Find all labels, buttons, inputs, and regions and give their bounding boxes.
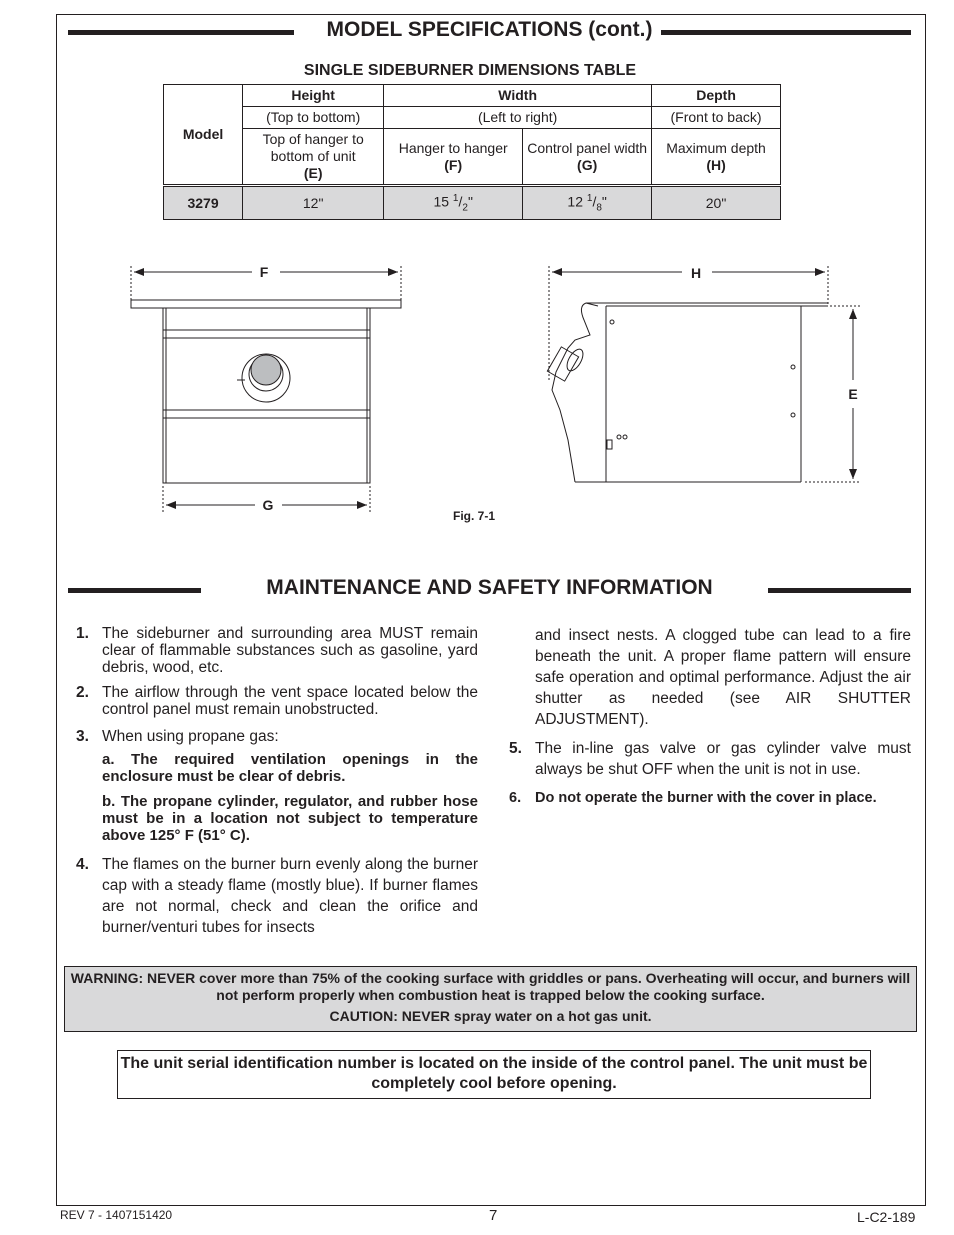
warning-text: WARNING: NEVER cover more than 75% of the cooking surface with griddles or pans. Overheating will occur, and burners will not perform properly when combustion heat is trapped below the cooking surface.: [70, 970, 911, 1003]
col-h-header: Maximum depth (H): [652, 129, 781, 186]
depth-subheader: (Front to back): [652, 107, 781, 129]
list-item-continued: and insect nests. A clogged tube can lead to a fire beneath the unit. A proper flame pattern will ensure safe operation and optimal performance. Adjust the air shutter as needed (see AIR SHUTTER ADJUSTMENT).: [535, 627, 911, 728]
width-subheader: (Left to right): [384, 107, 652, 129]
col-e-header: Top of hanger to bottom of unit (E): [243, 129, 384, 186]
spec-section-title: MODEL SPECIFICATIONS (cont.): [326, 18, 653, 41]
right-column: [509, 625, 911, 817]
list-item: 3. When using propane gas:: [76, 728, 279, 745]
width-header: Width: [384, 85, 652, 107]
list-subitem-a: a. The required ventilation openings in the enclosure must be clear of debris.: [102, 751, 478, 785]
warning-box: [64, 966, 917, 1032]
sideburner-figure: [120, 255, 880, 525]
cell-g: 12 $^1/_8$": [523, 186, 652, 220]
list-subitem-b: b. The propane cylinder, regulator, and rubber hose must be in a location not subject to temperature above 125° F (51° C).: [102, 793, 478, 844]
serial-note-box: The unit serial identification number is located on the inside of the control panel. The unit must be completely cool before opening.: [117, 1050, 871, 1099]
figure-caption: Fig. 7-1: [453, 509, 496, 523]
col-f-header: Hanger to hanger (F): [384, 129, 523, 186]
caution-text: CAUTION: NEVER spray water on a hot gas unit.: [329, 1008, 652, 1024]
list-item: 1. The sideburner and surrounding area MUST remain clear of flammable substances such as gasoline, yard debris, wood, etc.: [76, 625, 478, 676]
maint-section-title: MAINTENANCE AND SAFETY INFORMATION: [266, 576, 713, 599]
cell-model: 3279: [164, 186, 243, 220]
footer-doc-code: L-C2-189: [857, 1209, 916, 1225]
side-view-drawing: [547, 266, 860, 482]
model-header: Model: [164, 85, 243, 186]
list-item: 6. Do not operate the burner with the cover in place.: [509, 790, 877, 806]
cell-f: 15 $^1/_2$": [384, 186, 523, 220]
depth-header: Depth: [652, 85, 781, 107]
footer-page-number: 7: [489, 1207, 498, 1224]
list-item: 2. The airflow through the vent space located below the control panel must remain unobstructed.: [76, 684, 478, 718]
cell-e: 12": [243, 186, 384, 220]
label-f: F: [259, 264, 269, 280]
label-g: G: [262, 497, 274, 513]
dimensions-table: [163, 84, 781, 220]
list-item: 4. The flames on the burner burn evenly along the burner cap with a steady flame (mostly blue). If burner flames are not normal, check and clean the orifice and burner/venturi tubes for insects: [76, 856, 478, 936]
col-g-header: Control panel width (G): [523, 129, 652, 186]
maint-section-header: [68, 572, 911, 608]
footer-revision: REV 7 - 1407151420: [60, 1208, 173, 1222]
cell-h: 20": [652, 186, 781, 220]
front-view-drawing: [131, 266, 401, 512]
list-item: 5. The in-line gas valve or gas cylinder valve must always be shut OFF when the unit is not in use.: [509, 740, 911, 778]
height-subheader: (Top to bottom): [243, 107, 384, 129]
left-column: [76, 625, 478, 946]
label-e: E: [848, 386, 858, 402]
label-h: H: [690, 265, 702, 281]
height-header: Height: [243, 85, 384, 107]
table-row: [164, 186, 781, 220]
spec-section-header: [68, 14, 911, 50]
table-title: SINGLE SIDEBURNER DIMENSIONS TABLE: [303, 62, 637, 79]
